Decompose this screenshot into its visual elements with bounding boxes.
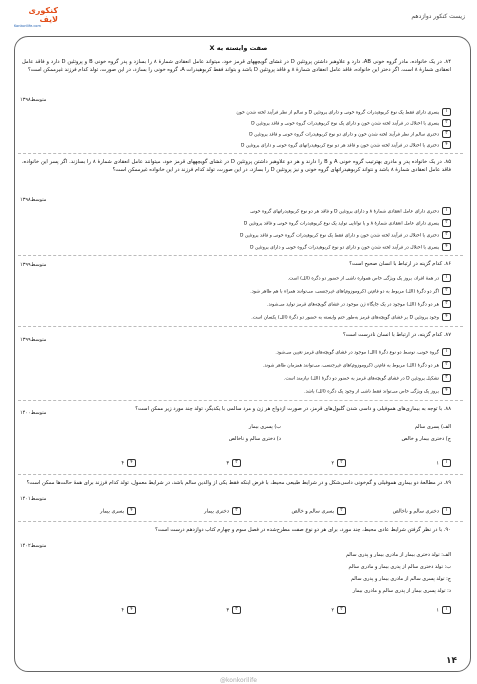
question-87-option-2[interactable]: ۲هر دو دگرهٔ (الل) مربوط به فام‌تن (کروموزوم)های غیرجنسی، می‌توانند همزمان ظاهر شوند. [28, 361, 451, 370]
question-85: ۸۵. در یک خانواده پدر و مادری بهترتیب گروه خونی A و B را دارند و هر دو علاوهبر داشتن پروتئین D در غشای گویچههای قرمز خود، میتوانند عامل انعقادی شمارهٔ ۸ را بسازند. اگر پسر این خانواده، فاقد عامل انعقادی شمارهٔ ۸ باشد و نتواند کربوهیدراتهای گروه خونی و نیز پروتئین D را بسازد، در این صورت، تولد کدام فرزند در این خانواده غیرممکن است؟ [22, 159, 451, 173]
chapter-title: صفت وابسته به X [209, 44, 268, 52]
option-number: ۳ [442, 231, 451, 239]
question-85-source: متوسط۱۳۹۸ [20, 197, 47, 203]
question-89-option-4[interactable]: ۴پسری بیمار [100, 507, 136, 515]
question-84-source: متوسط۱۳۹۸ [20, 97, 47, 103]
question-84-option-3[interactable]: ۳دختری سالم از نظر فرآیند لخته شدن خون و دارای دو نوع کربوهیدرات گروه خونی و فاقد پروتئین D [28, 130, 451, 139]
question-90-option-1[interactable]: ۱۱ [436, 606, 451, 614]
question-88-option-3[interactable]: ۳۳ [226, 459, 241, 467]
question-85-option-4[interactable]: ۴پسری با اختلال در فرآیند لخته شدن خون و دارای دو نوع کربوهیدرات گروه خونی و دارای پروتئین D [28, 243, 451, 252]
question-84-option-1[interactable]: ۱پسری دارای فقط یک نوع کربوهیدرات گروه خونی و دارای پروتئین D و سالم از نظر فرآیند لخته شدن خون [28, 108, 451, 117]
option-number: ۴ [442, 141, 451, 149]
question-88-items [30, 424, 451, 454]
divider [18, 400, 463, 401]
question-89-source: متوسط۱۴۰۱ [20, 496, 47, 502]
question-90-item-c: ج: تولد پسری سالم از مادری بیمار و پدری سالم [350, 576, 451, 582]
question-85-option-1[interactable]: ۱دختری دارای عامل انعقادی شمارهٔ ۸ و دارای پروتئین D و فاقد هر دو نوع کربوهیدراتهای گروه خونی [28, 207, 451, 216]
question-88: ۸۸. با توجه به بیماری‌های هموفیلی و داسی شدن گلبول‌های قرمز، در صورت ازدواج هر زن و مرد سالمی با یکدیگر، تولد چند مورد زیر ممکن است؟ [135, 406, 451, 412]
option-number: ۴ [442, 387, 451, 395]
option-number: ۲ [442, 287, 451, 295]
question-86-option-4[interactable]: ۴وجود پروتئین D بر غشای گویچه‌های قرمز به‌طور حتم وابسته به حضور دو دگرهٔ (الل) یکسان است. [28, 313, 451, 322]
question-84-option-2[interactable]: ۲پسری با اختلال در فرآیند لخته شدن خون و دارای یک نوع کربوهیدرات گروه خونی و فاقد پروتئین D [28, 119, 451, 128]
option-number: ۱ [442, 207, 451, 215]
question-88-item-c: ج) دختری بیمار و خالص [401, 436, 451, 442]
question-88-item-b: ب) پسری بیمار [248, 424, 281, 430]
option-number: ۴ [442, 313, 451, 321]
watermark: @konkorilife [220, 677, 257, 684]
option-number: ۱ [442, 274, 451, 282]
divider [18, 474, 463, 475]
question-89-option-1[interactable]: ۱دختری سالم و ناخالص [393, 507, 451, 515]
question-88-option-1[interactable]: ۱۱ [436, 459, 451, 467]
question-86: ۸۶. کدام گزینه در ارتباط با انسان صحیح است؟ [349, 261, 451, 267]
question-90-option-2[interactable]: ۲۲ [331, 606, 346, 614]
option-number: ۳ [442, 374, 451, 382]
page-header [0, 0, 477, 34]
question-87: ۸۷. کدام گزینه، در ارتباط با انسان نادرست است؟ [342, 332, 451, 338]
question-86-option-3[interactable]: ۳هر دو دگرهٔ (الل) موجود در یک جایگاه ژن موجود در غشای گویچه‌های قرمز تولید می‌شوند. [28, 300, 451, 309]
question-90-answers [30, 606, 451, 616]
question-87-option-1[interactable]: ۱گروه خونی، توسط دو نوع دگرهٔ (الل) موجود در غشای گویچه‌های قرمز تعیین می‌شود. [28, 348, 451, 357]
question-85-option-2[interactable]: ۲پسری دارای عامل انعقادی شمارهٔ ۸ و با توانایی تولید یک نوع کربوهیدرات گروه خونی و فاقد پروتئین D [28, 219, 451, 228]
question-88-option-2[interactable]: ۲۲ [331, 459, 346, 467]
question-88-option-4[interactable]: ۴۴ [121, 459, 136, 467]
question-88-item-d: د) دختری سالم و ناخالص [228, 436, 281, 442]
divider [18, 153, 463, 154]
question-88-item-a: الف) پسری سالم [414, 424, 451, 430]
question-85-option-3[interactable]: ۳دختری با اختلال در فرآیند لخته شدن خون و دارای فقط یک نوع کربوهیدرات گروه خونی و فاقد پروتئین D [28, 231, 451, 240]
question-90-option-3[interactable]: ۳۳ [226, 606, 241, 614]
page-number: ۱۴ [446, 656, 457, 666]
question-89-option-2[interactable]: ۲پسری سالم و خالص [291, 507, 346, 515]
question-89-options [30, 507, 451, 517]
question-90-item-b: ب: تولد دختری سالم از پدری بیمار و مادری سالم [348, 564, 451, 570]
book-title: زیست کنکور دوازدهم [411, 13, 465, 20]
question-86-source: متوسط۱۳۹۹ [20, 262, 47, 268]
question-89-option-3[interactable]: ۳دختری بیمار [204, 507, 241, 515]
divider [18, 521, 463, 522]
question-90: ۹۰. با در نظر گرفتن شرایط عادی محیط، چند مورد، برای هر دو نوع صفت مطرح‌شده در فصل سوم و چهارم کتاب دوازدهم درست است؟ [155, 527, 451, 533]
option-number: ۳ [442, 130, 451, 138]
question-87-option-3[interactable]: ۳تشکیل پروتئین D در غشای گویچه‌های قرمز به حضور دو دگرهٔ (الل) نیازمند است. [28, 374, 451, 383]
question-84: ۸۴. در یک خانواده، مادر گروه خونی AB، دارد و علاوهبر داشتن پروتئین D در غشای گویچههای قرمز خود، میتواند عامل انعقادی شمارهٔ ۸ را بسازد و پدر گروه خونی B و پروتئین D دارد و فاقد عامل انعقادی شمارهٔ ۸ است. اگر دختر این خانواده، فاقد عامل انعقادی شمارهٔ ۸ و فاقد پروتئین D باشد و بتواند فقط کربوهیدرات A، گروه خونی را بسازد، در این صورت، تولد کدام فرزند غیرممکن است؟ [22, 59, 451, 73]
logo-subtext: Konkorilife.com [14, 24, 41, 28]
question-87-option-4[interactable]: ۴بروز یک ویژگی خاص می‌تواند فقط ناشی از وجود یک دگره (الل) باشد. [28, 387, 451, 396]
option-number: ۱ [442, 348, 451, 356]
divider [18, 255, 463, 256]
divider [18, 326, 463, 327]
question-88-answers [30, 459, 451, 469]
question-86-option-1[interactable]: ۱در همهٔ افراد، بروز یک ویژگی خاص همواره ناشی از حضور دو دگره (الل) است. [28, 274, 451, 283]
option-number: ۲ [442, 361, 451, 369]
logo-text: کنکوری لایف [28, 6, 58, 24]
question-90-item-a: الف: تولد دختری بیمار از مادری بیمار و پدری سالم [345, 552, 451, 558]
question-86-option-2[interactable]: ۲اگر دو دگرهٔ (الل) مربوط به دو فام‌تن (کروموزوم)های غیرجنسی، می‌توانند همراه با هم ظاهر شود. [28, 287, 451, 296]
option-number: ۲ [442, 119, 451, 127]
option-number: ۳ [442, 300, 451, 308]
question-90-source: متوسط۱۴۰۲ [20, 543, 47, 549]
question-90-item-d: د: تولد پسری بیمار از پدری سالم و مادری بیمار [352, 588, 451, 594]
question-89: ۸۹. در مطالعهٔ دو بیماری هموفیلی و گم‌خونی داسی‌شکل و در شرایط طبیعی محیط، با فرض اینکه فقط یکی از والدین سالم باشد، در شرایط معمول، تولد کدام فرزند برای همهٔ حالت‌ها ممکن است؟ [26, 480, 451, 486]
option-number: ۱ [442, 108, 451, 116]
question-87-source: متوسط۱۳۹۹ [20, 337, 47, 343]
option-number: ۴ [442, 243, 451, 251]
option-number: ۲ [442, 219, 451, 227]
question-84-option-4[interactable]: ۴دختری با اختلال در فرآیند لخته شدن خون و فاقد هر دو نوع کربوهیدراتهای گروه خونی و دارای پروتئین D [28, 141, 451, 150]
question-90-option-4[interactable]: ۴۴ [121, 606, 136, 614]
site-logo [14, 6, 58, 26]
question-88-source: متوسط۱۴۰۰ [20, 410, 47, 416]
